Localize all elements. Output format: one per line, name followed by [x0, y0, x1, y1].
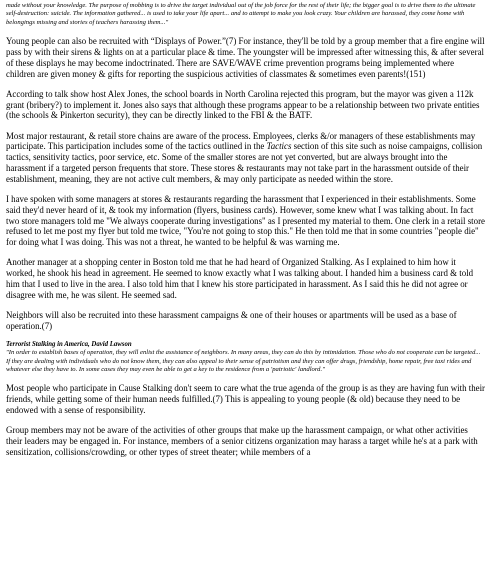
stores-text-after: section of this site such as noise campaigns, collision tactics, sensitivity tactics, poor service, etc. Some of the smaller stores are not yet converted, but are always brought into the harassment if a targeted person frequents that store. These stores & restaurants may not take part in the harassment outside of their establishment, meaning, they are not active cult members, & may only participate as needed within the store. — [6, 141, 483, 184]
paragraph-cause-stalking: Most people who participate in Cause Stalking don't seem to care what the true agenda of the group is as they are having fun with their friends, while getting some of their human needs fulfilled.(7) This is appealing to young people (& old) because they need to be endowed with a sense of responsibility. — [6, 383, 485, 415]
stores-text-before: Most major restaurant, & retail store chains are aware of the process. Employees, clerks &/or managers of these establishments may participate. This participation includes some of the tactics outlined in the — [6, 130, 476, 152]
document-page — [6, 2, 485, 467]
source-title: Terrorist Stalking in America, David Lawson — [6, 340, 132, 348]
paragraph-store-chains — [6, 131, 485, 185]
paragraph-neighbors: Neighbors will also be recruited into these harassment campaigns & one of their houses or apartments will be used as a base of operation.(7) — [6, 309, 457, 331]
paragraph-displays-of-power: Young people can also be recruited with “Displays of Power.”(7) For instance, they'll be told by a group member that a fire engine will pass by with their sirens & lights on at a particular place & time. The youngster will be impressed after witnessing this, & after several of these displays he may become indoctrinated. There are SAVE/WAVE crime prevention programs being implemented where children are given money & gifts for reporting the suspicious activities of classmates & sometimes even parents!(151) — [6, 36, 485, 79]
source-quote: "In order to establish bases of operation, they will enlist the assistance of neighbors. In many areas, they can do this by intimidation. Those who do not cooperate can be targeted... If they are dealing with individuals who do not know them, they can also appeal to their sense of patriotism and they can offer drugs, friendship, home repair, free taxi rides and whatever else they have to. In some cases they may even be able to get a key to the residence from a 'patriotic' landlord." — [6, 349, 481, 373]
intro-quote: made without your knowledge. The purpose of mobbing is to drive the target individual out of the job force for the rest of their life; the bigger goal is to drive them to the ultimate self-destruction: suicide. The information gathered... is used to take your life apart... and to attempt to make you look crazy. Your children are harassed, they come home with belongings missing and stories of teachers harassing them..." — [6, 2, 476, 26]
tactics-reference: Tactics — [266, 141, 292, 152]
paragraph-group-members: Group members may not be aware of the activities of other groups that make up the harassment campaign, or what other activities their leaders may be engaged in. For instance, members of a senior citizens organization may harass a target while he's at a park with sensitization, collisions/crowding, or other types of street theater; while members of a — [6, 425, 478, 457]
paragraph-alex-jones: According to talk show host Alex Jones, the school boards in North Carolina rejected this program, but the mayor was given a 112k grant (bribery?) to implement it. Jones also says that although these programs appear to be a relationship between two private entities (the schools & Pinkerton security), they can be directly linked to the FBI & the BATF. — [6, 88, 480, 121]
paragraph-store-managers: I have spoken with some managers at stores & restaurants regarding the harassment that I experienced in their establishments. Some said they'd never heard of it, & took my information (flyers, business cards). However, some knew what I was talking about. In fact two store managers told me "We always cooperate during investigations" as I presented my material to them. One clerk in a retail store refused to let me post my flyer but told me twice, "You're not going to stop this." He then told me that in some countries "people die" for doing what I was doing. This was not a threat, he wanted to be helpful & was warning me. — [6, 193, 485, 248]
paragraph-boston-manager: Another manager at a shopping center in Boston told me that he had heard of Organized Stalking. As I explained to him how it worked, he shook his head in agreement. He seemed to know exactly what I was talking about. I handed him a business card & told him that I used to live in the area. I also told him that I knew his store participated in harassment. As I said this he did not agree or disagree with me, he was silent. He seemed sad. — [6, 257, 474, 300]
